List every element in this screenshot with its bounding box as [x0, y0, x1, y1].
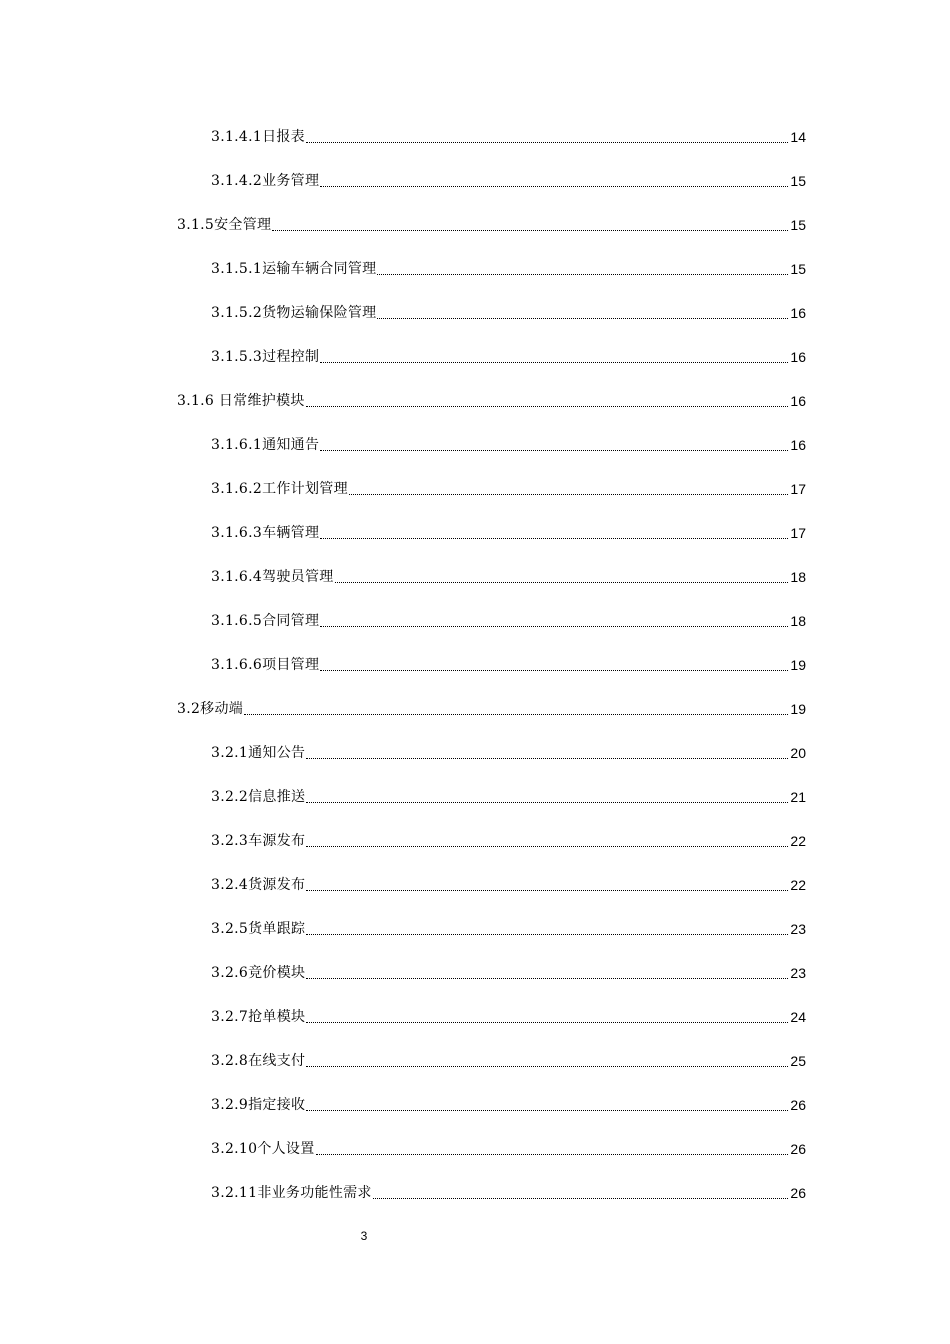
toc-entry[interactable] [211, 479, 806, 499]
toc-entry-page: 26 [790, 1141, 806, 1157]
toc-entry[interactable] [211, 127, 806, 147]
toc-entry-label: 3.2.7抢单模块 [211, 1009, 306, 1025]
toc-entry-page: 18 [790, 613, 806, 629]
toc-dot-leader [320, 626, 788, 627]
toc-dot-leader [335, 582, 789, 583]
toc-entry-label: 3.2.9指定接收 [211, 1097, 306, 1113]
toc-entry[interactable] [211, 171, 806, 191]
toc-entry[interactable] [211, 567, 806, 587]
toc-dot-leader [306, 934, 788, 935]
toc-entry-label: 3.2移动端 [177, 701, 244, 717]
toc-dot-leader [306, 1066, 788, 1067]
toc-entry[interactable] [211, 435, 806, 455]
toc-entry-page: 22 [790, 833, 806, 849]
toc-dot-leader [377, 274, 788, 275]
toc-entry-page: 17 [790, 525, 806, 541]
toc-entry-page: 19 [790, 701, 806, 717]
toc-entry-label: 3.1.5.1运输车辆合同管理 [211, 261, 377, 277]
toc-entry-label: 3.2.5货单跟踪 [211, 921, 306, 937]
toc-entry[interactable] [211, 1051, 806, 1071]
toc-entry-page: 15 [790, 261, 806, 277]
toc-entry[interactable] [177, 215, 806, 235]
toc-entry-page: 22 [790, 877, 806, 893]
toc-entry[interactable] [211, 655, 806, 675]
toc-entry-label: 3.1.6.5合同管理 [211, 613, 320, 629]
toc-dot-leader [349, 494, 789, 495]
toc-entry[interactable] [211, 523, 806, 543]
toc-dot-leader [244, 714, 788, 715]
toc-entry-page: 19 [790, 657, 806, 673]
toc-entry-page: 17 [790, 481, 806, 497]
toc-dot-leader [306, 406, 789, 407]
toc-entry-label: 3.1.6.2工作计划管理 [211, 481, 348, 497]
toc-entry[interactable] [211, 1095, 806, 1115]
toc-dot-leader [320, 186, 788, 187]
toc-entry[interactable] [211, 347, 806, 367]
toc-entry-label: 3.1.5安全管理 [177, 217, 272, 233]
toc-entry-label: 3.1.4.1日报表 [211, 129, 305, 145]
toc-entry-label: 3.1.6.6项目管理 [211, 657, 320, 673]
toc-dot-leader [272, 230, 788, 231]
toc-entry[interactable] [211, 875, 806, 895]
toc-dot-leader [316, 1154, 789, 1155]
toc-entry-label: 3.1.6.3车辆管理 [211, 525, 320, 541]
toc-entry-page: 24 [790, 1009, 806, 1025]
toc-entry[interactable] [211, 1183, 806, 1203]
toc-entry-label: 3.1.5.3过程控制 [211, 349, 320, 365]
toc-entry[interactable] [211, 919, 806, 939]
toc-entry-label: 3.2.1通知公告 [211, 745, 306, 761]
toc-entry-label: 3.1.6.1通知通告 [211, 437, 320, 453]
toc-dot-leader [320, 670, 788, 671]
toc-entry[interactable] [211, 743, 806, 763]
toc-dot-leader [306, 890, 788, 891]
toc-entry-page: 16 [790, 349, 806, 365]
toc-entry-page: 20 [790, 745, 806, 761]
toc-entry-page: 23 [790, 965, 806, 981]
toc-dot-leader [306, 142, 788, 143]
toc-entry[interactable] [177, 391, 806, 411]
toc-entry[interactable] [177, 699, 806, 719]
toc-entry[interactable] [211, 1007, 806, 1027]
toc-entry-page: 23 [790, 921, 806, 937]
toc-entry-label: 3.2.11非业务功能性需求 [211, 1185, 372, 1201]
toc-entry-label: 3.2.3车源发布 [211, 833, 306, 849]
toc-entry-label: 3.1.5.2货物运输保险管理 [211, 305, 377, 321]
toc-entry[interactable] [211, 259, 806, 279]
toc-dot-leader [306, 1022, 788, 1023]
toc-dot-leader [306, 802, 788, 803]
toc-entry-page: 15 [790, 173, 806, 189]
toc-entry-page: 26 [790, 1097, 806, 1113]
toc-entry[interactable] [211, 963, 806, 983]
toc-entry-page: 15 [790, 217, 806, 233]
toc-entry-label: 3.2.6竞价模块 [211, 965, 306, 981]
toc-entry[interactable] [211, 1139, 806, 1159]
toc-dot-leader [306, 978, 788, 979]
toc-dot-leader [320, 362, 788, 363]
toc-dot-leader [373, 1198, 789, 1199]
toc-entry-page: 25 [790, 1053, 806, 1069]
toc-entry[interactable] [211, 787, 806, 807]
toc-dot-leader [306, 758, 788, 759]
page-number: 3 [360, 1229, 368, 1243]
toc-entry[interactable] [211, 303, 806, 323]
toc-entry-page: 16 [790, 393, 806, 409]
toc-dot-leader [306, 846, 788, 847]
toc-dot-leader [377, 318, 788, 319]
toc-dot-leader [306, 1110, 788, 1111]
toc-entry-page: 14 [790, 129, 806, 145]
toc-entry-label: 3.1.6.4驾驶员管理 [211, 569, 334, 585]
toc-entry-page: 21 [790, 789, 806, 805]
toc-dot-leader [320, 538, 788, 539]
toc-entry[interactable] [211, 831, 806, 851]
toc-entry-page: 26 [790, 1185, 806, 1201]
toc-entry-label: 3.2.8在线支付 [211, 1053, 306, 1069]
toc-entry[interactable] [211, 611, 806, 631]
toc-entry-page: 16 [790, 437, 806, 453]
toc-entry-label: 3.2.4货源发布 [211, 877, 306, 893]
toc-entry-label: 3.2.2信息推送 [211, 789, 306, 805]
toc-entry-label: 3.1.4.2业务管理 [211, 173, 320, 189]
toc-dot-leader [320, 450, 788, 451]
toc-entry-page: 16 [790, 305, 806, 321]
toc-entry-label: 3.1.6 日常维护模块 [177, 393, 305, 409]
toc-entry-label: 3.2.10个人设置 [211, 1141, 315, 1157]
toc-entry-page: 18 [790, 569, 806, 585]
